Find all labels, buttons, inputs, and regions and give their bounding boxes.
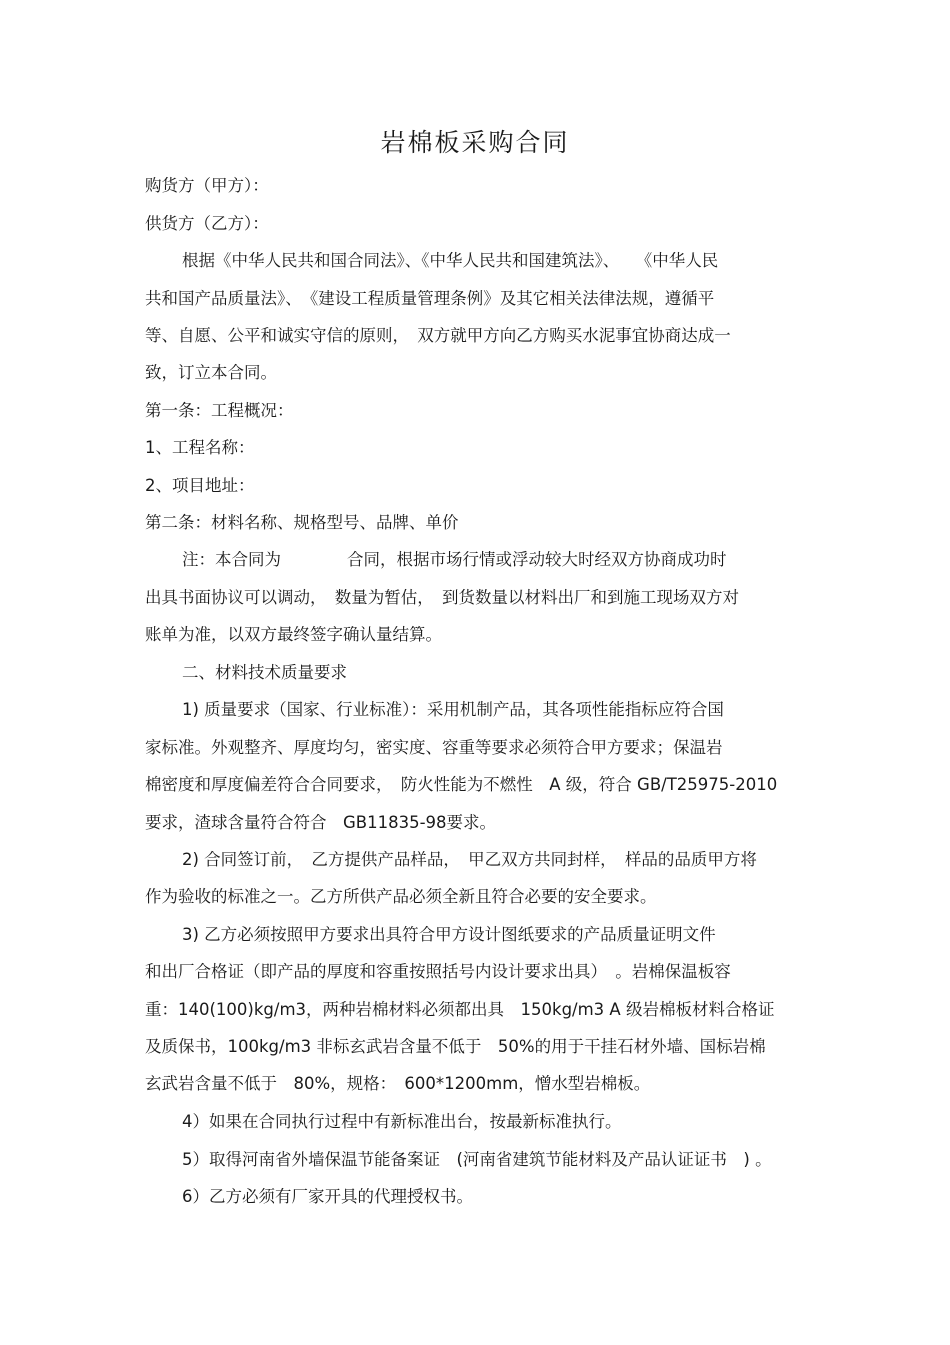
note-line: 注：本合同为 合同，根据市场行情或浮动较大时经双方协商成功时	[182, 550, 727, 569]
note-line: 账单为准，以双方最终签字确认量结算。	[145, 625, 442, 644]
clause-line: 重：140(100)kg/m3，两种岩棉材料必须都出具 150kg/m3 A 级岩棉板材料合格证	[145, 1000, 775, 1019]
preamble-line: 共和国产品质量法》、 《建设工程质量管理条例》及其它相关法律法规，遵循平	[145, 289, 715, 308]
clause-line: 5）取得河南省外墙保温节能备案证 (河南省建筑节能材料及产品认证证书 ) 。	[182, 1150, 772, 1169]
document-title: 岩棉板采购合同	[380, 128, 570, 157]
clause-line: 要求，渣球含量符合符合 GB11835-98要求。	[145, 813, 497, 832]
article-heading: 第一条：工程概况：	[145, 401, 294, 420]
supplier-line: 供货方（乙方）：	[145, 214, 269, 233]
project-address-line: 2、项目地址：	[145, 476, 255, 495]
preamble-line: 根据《中华人民共和国合同法》、《中华人民共和国建筑法》、 《中华人民	[182, 251, 719, 270]
article-heading: 第二条：材料名称、规格型号、品牌、单价	[145, 513, 459, 532]
clause-line: 6）乙方必须有厂家开具的代理授权书。	[182, 1187, 473, 1206]
clause-line: 作为验收的标准之一。乙方所供产品必须全新且符合必要的安全要求。	[145, 887, 657, 906]
clause-line: 4）如果在合同执行过程中有新标准出台，按最新标准执行。	[182, 1112, 622, 1131]
clause-line: 2) 合同签订前， 乙方提供产品样品， 甲乙双方共同封样， 样品的品质甲方将	[182, 850, 757, 869]
preamble-line: 致，订立本合同。	[145, 363, 277, 382]
buyer-line: 购货方（甲方）：	[145, 176, 269, 195]
clause-line: 棉密度和厚度偏差符合合同要求， 防火性能为不燃性 A 级，符合 GB/T25975-2010	[145, 775, 778, 794]
project-name-line: 1、工程名称：	[145, 438, 255, 457]
clause-line: 1) 质量要求（国家、行业标准）：采用机制产品，其各项性能指标应符合国	[182, 700, 724, 719]
clause-line: 玄武岩含量不低于 80%，规格： 600*1200mm，憎水型岩棉板。	[145, 1074, 651, 1093]
clause-line: 3) 乙方必须按照甲方要求出具符合甲方设计图纸要求的产品质量证明文件	[182, 925, 716, 944]
clause-line: 及质保书，100kg/m3 非标玄武岩含量不低于 50%的用于干挂石材外墙、国标岩棉	[145, 1037, 766, 1056]
preamble-line: 等、自愿、公平和诚实守信的原则， 双方就甲方向乙方购买水泥事宜协商达成一	[145, 326, 731, 345]
clause-line: 和出厂合格证（即产品的厚度和容重按照括号内设计要求出具） 。岩棉保温板容	[145, 962, 731, 981]
note-line: 出具书面协议可以调动， 数量为暂估， 到货数量以材料出厂和到施工现场双方对	[145, 588, 739, 607]
section-heading: 二、材料技术质量要求	[182, 663, 347, 682]
clause-line: 家标准。外观整齐、厚度均匀，密实度、容重等要求必须符合甲方要求；保温岩	[145, 738, 723, 757]
